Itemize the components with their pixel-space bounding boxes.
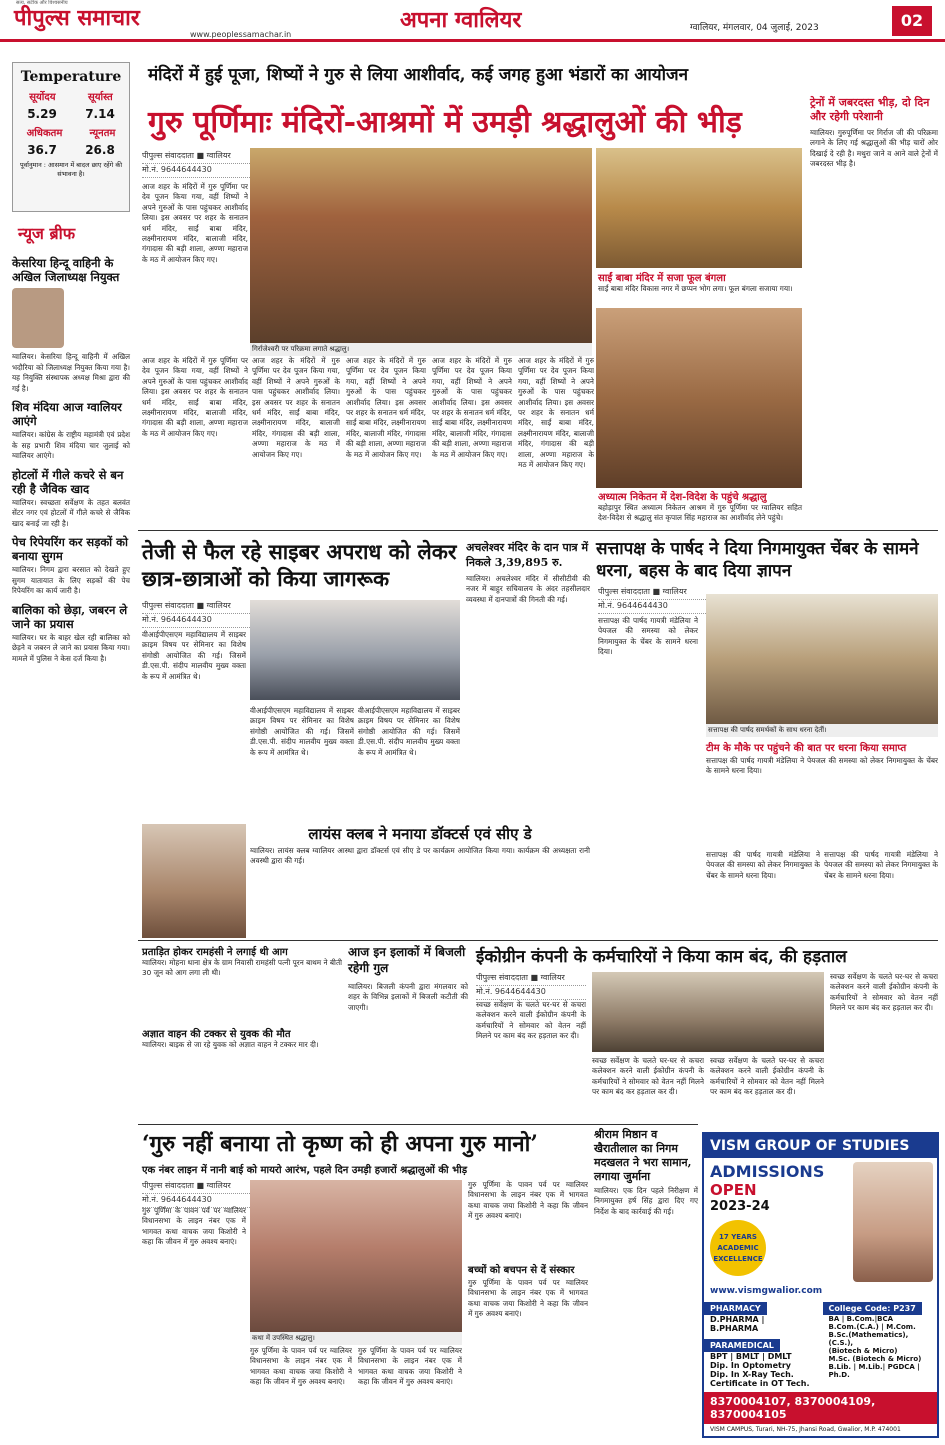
- ad-optometry: Dip. In Optometry: [710, 1361, 791, 1370]
- brief-item: [12, 603, 130, 665]
- krishna-body-col2: गुरु पूर्णिमा के पावन पर्व पर ग्वालियर विधानसभा के लाइन नंबर एक में भागवत कथा वाचक जया किशोरी ने कहा कि जीवन में गुरु अवश्य बनाएं।: [250, 1346, 352, 1387]
- strike-headline[interactable]: ईकोग्रीन कंपनी के कर्मचारियों ने किया काम बंद, की हड़ताल: [476, 947, 847, 967]
- lions-body: ग्वालियर। लायंस क्लब ग्वालियर आस्था द्वारा डॉक्टर्स एवं सीए डे पर कार्यक्रम आयोजित किया गया। कार्यक्रम की अध्यक्षता रानी अवस्थी द्वारा की गई।: [250, 846, 590, 866]
- brief-body: ग्वालियर। मोहना थाना क्षेत्र के ग्राम निवासी रामहंसी पत्नी पूरन बाथम ने बीती 30 जून को आग लगा ली थी।: [142, 958, 342, 978]
- vism-advertisement[interactable]: [702, 1132, 939, 1438]
- news-brief-tag: न्यूज ब्रीफ: [18, 224, 76, 243]
- sriram-body: ग्वालियर। एक दिन पहले निरीक्षण में निगमायुक्त हर्ष सिंह द्वारा दिए गए निर्देश के बाद कार्रवाई की गई।: [594, 1186, 698, 1216]
- max-label: अधिकतम: [26, 128, 63, 139]
- ad-ot: Certificate in OT Tech.: [710, 1379, 810, 1388]
- brief-item: [12, 468, 130, 530]
- power-body: ग्वालियर। बिजली कंपनी द्वारा मंगलवार को शहर के विभिन्न इलाकों में बिजली कटौती की जाएगी।: [348, 982, 468, 1012]
- councillor-headline[interactable]: सत्तापक्ष के पार्षद ने दिया निगमायुक्त चेंबर के सामने धरना, बहस के बाद दिया ज्ञापन: [596, 539, 919, 581]
- councillor-inset-body: सत्तापक्ष की पार्षद गायत्री मंडेलिया ने पेयजल की समस्या को लेकर निगमायुक्त के चेंबर के सामने धरना दिया।: [706, 756, 938, 776]
- divider: [138, 940, 938, 941]
- brief-item: [12, 400, 130, 462]
- brief-headline[interactable]: प्रताड़ित होकर रामहंसी ने लगाई थी आग: [142, 947, 288, 958]
- min-label: न्यूनतम: [89, 128, 116, 139]
- ad-course-line: B.Lib. | M.Lib.| PGDCA | Ph.D.: [828, 1363, 920, 1379]
- strike-mobile: मो.नं. 9644644430: [476, 986, 586, 1000]
- lead-kicker: मंदिरों में हुई पूजा, शिष्यों ने गुरु से लिया आशीर्वाद, कई जगह हुआ भंडारों का आयोजन: [148, 65, 689, 85]
- ad-course-line: B.Sc.(Mathematics), (C.S.),: [828, 1331, 909, 1347]
- ad-xray: Dip. In X-Ray Tech.: [710, 1370, 794, 1379]
- brief-headline[interactable]: शिव मंदिया आज ग्वालियर आएंगे: [12, 400, 122, 428]
- councillor-mobile: मो.नं. 9644644430: [598, 600, 718, 614]
- brief-headline[interactable]: पेच रिपेयरिंग कर सड़कों को बनाया सुगम: [12, 535, 128, 563]
- ad-pharmacy-label: PHARMACY: [704, 1302, 767, 1315]
- divider: [138, 530, 938, 531]
- train-headline[interactable]: ट्रेनों में जबरदस्त भीड़, दो दिन और रहेगी परेशानी: [810, 96, 930, 123]
- brief-headline[interactable]: बालिका को छेड़ा, जबरन ले जाने का प्रयास: [12, 602, 128, 631]
- lead-photo-crowd: [250, 148, 592, 343]
- brief-headline[interactable]: होटलों में गीले कचरे से बन रही है जैविक खाद: [12, 467, 124, 496]
- councillor-inset-head: टीम के मौके पर पहुंचने की बात पर धरना किया समाप्त: [706, 743, 907, 754]
- sai-caption: साईं बाबा मंदिर विकास नगर में छप्पन भोग लगा। फूल बंगला सजाया गया।: [598, 284, 793, 293]
- ad-course-line: (Biotech & Micro): [828, 1347, 898, 1355]
- brief-body: ग्वालियर। कांग्रेस के राष्ट्रीय महामंत्री एवं प्रदेश के सह प्रभारी शिव मंदिया चार जुलाई को ग्वालियर आएंगे।: [12, 430, 130, 460]
- sriram-headline[interactable]: श्रीराम मिष्ठान व खैरातीलाल का निगम मदखलत ने भरा सामान, लगाया जुर्माना: [594, 1128, 692, 1183]
- donation-headline[interactable]: अचलेश्वर मंदिर के दान पात्र में निकले 3,39,895 रु.: [466, 541, 589, 569]
- krishna-body-col3: गुरु पूर्णिमा के पावन पर्व पर ग्वालियर विधानसभा के लाइन नंबर एक में भागवत कथा वाचक जया किशोरी ने कहा कि जीवन में गुरु अवश्य बनाएं।: [358, 1346, 462, 1387]
- children-headline[interactable]: बच्चों को बचपन से दें संस्कार: [468, 1265, 575, 1276]
- krishna-byline-block: [142, 1180, 254, 1208]
- sai-caption-head: साईं बाबा मंदिर में सजा फूल बंगला: [598, 273, 726, 284]
- brand-logo: पीपुल्स समाचार: [14, 5, 140, 31]
- sunset-value: 7.14: [85, 107, 115, 121]
- lead-byline-block: [142, 150, 254, 178]
- strike-byline: पीपुल्स संवाददाता ■ ग्वालियर: [476, 972, 586, 986]
- forecast-note: पूर्वानुमान : आसमान में बादल छाए रहेंगे की संभावना है।: [19, 161, 123, 178]
- ad-open: OPEN: [710, 1181, 757, 1199]
- ad-course-line: B.Com.(C.A.) | M.Com.: [828, 1323, 916, 1331]
- avatar: [12, 288, 64, 348]
- krishna-body-col1: गुरु पूर्णिमा के पावन पर्व पर ग्वालियर विधानसभा के लाइन नंबर एक में भागवत कथा वाचक जया किशोरी ने कहा कि जीवन में गुरु अवश्य बनाएं।: [142, 1206, 246, 1247]
- cyber-byline: पीपुल्स संवाददाता ■ ग्वालियर: [142, 600, 262, 614]
- brief-item: [12, 256, 130, 394]
- ad-para-courses: BPT | BMLT | DMLT: [710, 1352, 792, 1361]
- temperature-box: [12, 62, 130, 212]
- ad-brand: VISM GROUP OF STUDIES: [704, 1134, 937, 1158]
- temperature-title: Temperature: [20, 69, 122, 85]
- site-url[interactable]: www.peoplessamachar.in: [190, 30, 292, 39]
- cyber-mobile: मो.नं. 9644644430: [142, 614, 262, 628]
- councillor-body-col3: सत्तापक्ष की पार्षद गायत्री मंडेलिया ने पेयजल की समस्या को लेकर निगमायुक्त के चेंबर के सामने धरना दिया।: [824, 850, 938, 880]
- strike-body-col1: स्वच्छ सर्वेक्षण के चलते घर-घर से कचरा कलेक्शन करने वाली ईकोग्रीन कंपनी के कर्मचारियों ने सोमवार को वेतन नहीं मिलने पर काम बंद कर हड़ताल कर दी।: [476, 1000, 586, 1041]
- lead-body-col2: आज शहर के मंदिरों में गुरु पूर्णिमा पर देव पूजन किया गया, वहीं शिष्यों ने अपने गुरुओं के पास पहुंचकर आशीर्वाद लिया। इस अवसर पर शहर के सनातन धर्म मंदिर, साईं बाबा मंदिर, लक्ष्मीनारायण मंदिर, बालाजी मंदिर, गंगादास की बड़ी शाला, अण्णा महाराज के मठ में आयोजन किए गए।: [252, 356, 340, 459]
- brief-body: ग्वालियर। केसरिया हिन्दू वाहिनी में अखिल भदौरिया को जिलाध्यक्ष नियुक्त किया गया है। यह नियुक्ति संस्थापक अध्यक्ष मिश्रा द्वारा की गई है।: [12, 352, 130, 393]
- krishna-headline[interactable]: ‘गुरु नहीं बनाया तो कृष्ण को ही अपना गुरु मानो’: [142, 1131, 538, 1157]
- ad-website[interactable]: www.vismgwalior.com: [710, 1286, 823, 1296]
- ad-paramedical-label: PARAMEDICAL: [704, 1339, 780, 1352]
- children-body: गुरु पूर्णिमा के पावन पर्व पर ग्वालियर विधानसभा के लाइन नंबर एक में भागवत कथा वाचक जया किशोरी ने कहा कि जीवन में गुरु अवश्य बनाएं।: [468, 1278, 588, 1319]
- lead-body-col1: आज शहर के मंदिरों में गुरु पूर्णिमा पर देव पूजन किया गया, वहीं शिष्यों ने अपने गुरुओं के पास पहुंचकर आशीर्वाद लिया। इस अवसर पर शहर के सनातन धर्म मंदिर, साईं बाबा मंदिर, लक्ष्मीनारायण मंदिर, बालाजी मंदिर, गंगादास की बड़ी शाला, अण्णा महाराज के मठ में आयोजन किए गए।: [142, 182, 248, 264]
- krishna-byline: पीपुल्स संवाददाता ■ ग्वालियर: [142, 1180, 254, 1194]
- lead-byline: पीपुल्स संवाददाता ■ ग्वालियर: [142, 150, 254, 164]
- lions-headline[interactable]: लायंस क्लब ने मनाया डॉक्टर्स एवं सीए डे: [308, 825, 532, 843]
- ad-course-line: M.Sc. (Biotech & Micro): [828, 1355, 922, 1363]
- brand-tagline: सत्य, सटीक और विश्वसनीय: [16, 0, 68, 6]
- sai-temple-photo: [596, 148, 802, 268]
- brief-body: ग्वालियर। निगम द्वारा बरसात को देखते हुए सुगम यातायात के लिए सड़कों की पेच रिपेयरिंग का कार्य जारी है।: [12, 565, 130, 595]
- krishna-subhead: एक नंबर लाइन में नानी बाई को मायरो आरंभ, पहले दिन उमड़ी हजारों श्रद्धालुओं की भीड़: [142, 1165, 468, 1176]
- ad-phone-numbers[interactable]: 8370004107, 8370004109, 8370004105: [704, 1392, 937, 1424]
- strike-body-col3: स्वच्छ सर्वेक्षण के चलते घर-घर से कचरा कलेक्शन करने वाली ईकोग्रीन कंपनी के कर्मचारियों ने सोमवार को वेतन नहीं मिलने पर काम बंद कर हड़ताल कर दी।: [710, 1056, 824, 1097]
- section-title: अपना ग्वालियर: [400, 7, 522, 33]
- adhyatma-caption-head: अध्यात्म निकेतन में देश-विदेश के पहुंचे श्रद्धालु: [598, 492, 767, 503]
- cyber-body-col3: वीआईपीएसएम महाविद्यालय में साइबर क्राइम विषय पर सेमिनार का विशेष संगोष्ठी आयोजित की गई। जिसमें डी.एस.पी. संदीप मालवीय मुख्य वक्ता के रूप में आमंत्रित थे।: [358, 706, 460, 757]
- councillor-byline-block: [598, 586, 718, 614]
- page-number: 02: [892, 6, 932, 36]
- lead-body-col5: आज शहर के मंदिरों में गुरु पूर्णिमा पर देव पूजन किया गया, वहीं शिष्यों ने अपने गुरुओं के पास पहुंचकर आशीर्वाद लिया। इस अवसर पर शहर के सनातन धर्म मंदिर, साईं बाबा मंदिर, लक्ष्मीनारायण मंदिर, बालाजी मंदिर, गंगादास की बड़ी शाला, अण्णा महाराज के मठ में आयोजन किए गए।: [518, 356, 594, 470]
- news-brief-list: [12, 250, 130, 664]
- min-value: 26.8: [85, 143, 115, 157]
- brief-item: [12, 535, 130, 597]
- sunset-label: सूर्यास्त: [87, 92, 113, 103]
- ad-excellence-badge: 17 YEARS ACADEMIC EXCELLENCE: [710, 1220, 766, 1276]
- krishna-mobile: मो.नं. 9644644430: [142, 1194, 254, 1208]
- adhyatma-photo: [596, 308, 802, 488]
- ad-admissions: ADMISSIONS: [710, 1162, 825, 1181]
- councillor-byline: पीपुल्स संवाददाता ■ ग्वालियर: [598, 586, 718, 600]
- krishna-photo: [250, 1180, 462, 1332]
- adhyatma-caption: बहोड़ापुर स्थित अध्यात्म निकेतन आश्रम में गुरु पूर्णिमा पर ग्वालियर सहित देश-विदेश से श्रद्धालु संत कृपाल सिंह महाराज का आशीर्वाद लेने पहुंचे।: [598, 503, 802, 523]
- cyber-photo: [250, 600, 460, 700]
- mid-briefs: [142, 944, 342, 1104]
- brief-body: ग्वालियर। स्वच्छता सर्वेक्षण के तहत बलवंत सेंटर नगर एवं होटलों में गीले कचरे से जैविक खाद बनाई जा रही है।: [12, 497, 130, 528]
- councillor-body-col2: सत्तापक्ष की पार्षद गायत्री मंडेलिया ने पेयजल की समस्या को लेकर निगमायुक्त के चेंबर के सामने धरना दिया।: [706, 850, 820, 880]
- ad-student-photo: [853, 1162, 933, 1282]
- krishna-photo-caption: कथा में उपस्थित श्रद्धालु।: [250, 1332, 462, 1345]
- train-body: ग्वालियर। गुरुपूर्णिमा पर गिर्राज जी की परिक्रमा लगाने के लिए गई श्रद्धालुओं की भीड़ चारों ओर दिखाई दे रही है। मथुरा जाने व आने वाले ट्रेनों में जबरदस्त भीड़ है।: [810, 128, 938, 169]
- brief-body: ग्वालियर। बाइक से जा रहे युवक को अज्ञात वाहन ने टक्कर मार दी।: [142, 1040, 319, 1049]
- lead-headline[interactable]: गुरु पूर्णिमाः मंदिरों-आश्रमों में उमड़ी श्रद्धालुओं की भीड़: [148, 105, 742, 140]
- strike-byline-block: [476, 972, 586, 1000]
- sunrise-value: 5.29: [27, 107, 57, 121]
- councillor-body-col1: सत्तापक्ष की पार्षद गायत्री मंडेलिया ने पेयजल की समस्या को लेकर निगमायुक्त के चेंबर के सामने धरना दिया।: [598, 616, 698, 657]
- ad-pharmacy-courses: D.PHARMA | B.PHARMA: [710, 1315, 765, 1333]
- strike-body-col2: स्वच्छ सर्वेक्षण के चलते घर-घर से कचरा कलेक्शन करने वाली ईकोग्रीन कंपनी के कर्मचारियों ने सोमवार को वेतन नहीं मिलने पर काम बंद कर हड़ताल कर दी।: [592, 1056, 704, 1097]
- donation-body: ग्वालियर। अचलेश्वर मंदिर में सीसीटीवी की नजर में बाहुर सचिवालय के अंदर तहसीलदार व्यवस्था में दानपात्रों की गिनती की गई।: [466, 574, 590, 604]
- lead-mobile: मो.नं. 9644644430: [142, 164, 254, 178]
- lead-body-col1b: आज शहर के मंदिरों में गुरु पूर्णिमा पर देव पूजन किया गया, वहीं शिष्यों ने अपने गुरुओं के पास पहुंचकर आशीर्वाद लिया। इस अवसर पर शहर के सनातन धर्म मंदिर, साईं बाबा मंदिर, लक्ष्मीनारायण मंदिर, बालाजी मंदिर, गंगादास की बड़ी शाला, अण्णा महाराज के मठ में आयोजन किए गए।: [142, 356, 248, 438]
- brief-headline[interactable]: केसरिया हिन्दू वाहिनी के अखिल जिलाध्यक्ष नियुक्त: [12, 256, 120, 284]
- lions-photo: [142, 824, 246, 938]
- lead-photo-caption: गिर्राजेश्वरी पर परिक्रमा लगाते श्रद्धालु।: [250, 343, 592, 356]
- cyber-body-col2: वीआईपीएसएम महाविद्यालय में साइबर क्राइम विषय पर सेमिनार का विशेष संगोष्ठी आयोजित की गई। जिसमें डी.एस.पी. संदीप मालवीय मुख्य वक्ता के रूप में आमंत्रित थे।: [250, 706, 354, 757]
- cyber-body-col1: वीआईपीएसएम महाविद्यालय में साइबर क्राइम विषय पर सेमिनार का विशेष संगोष्ठी आयोजित की गई। जिसमें डी.एस.पी. संदीप मालवीय मुख्य वक्ता के रूप में आमंत्रित थे।: [142, 630, 246, 681]
- ad-course-line: BA | B.Com.|BCA: [828, 1315, 894, 1323]
- ad-year: 2023-24: [710, 1199, 770, 1214]
- krishna-body-col4: गुरु पूर्णिमा के पावन पर्व पर ग्वालियर विधानसभा के लाइन नंबर एक में भागवत कथा वाचक जया किशोरी ने कहा कि जीवन में गुरु अवश्य बनाएं।: [468, 1180, 588, 1221]
- max-value: 36.7: [27, 143, 57, 157]
- dateline: ग्वालियर, मंगलवार, 04 जुलाई, 2023: [690, 23, 819, 33]
- power-headline[interactable]: आज इन इलाकों में बिजली रहेगी गुल: [348, 945, 466, 975]
- ad-college-code: College Code: P237: [823, 1302, 922, 1315]
- sunrise-label: सूर्योदय: [29, 92, 56, 103]
- brief-body: ग्वालियर। घर के बाहर खेल रही बालिका को छेड़ने व जबरन ले जाने का प्रयास किया गया। मामले में पुलिस ने केस दर्ज किया है।: [12, 632, 130, 663]
- brief-headline[interactable]: अज्ञात वाहन की टक्कर से युवक की मौत: [142, 1029, 291, 1040]
- lead-body-col3: आज शहर के मंदिरों में गुरु पूर्णिमा पर देव पूजन किया गया, वहीं शिष्यों ने अपने गुरुओं के पास पहुंचकर आशीर्वाद लिया। इस अवसर पर शहर के सनातन धर्म मंदिर, साईं बाबा मंदिर, लक्ष्मीनारायण मंदिर, बालाजी मंदिर, गंगादास की बड़ी शाला, अण्णा महाराज के मठ में आयोजन किए गए।: [346, 356, 426, 459]
- councillor-photo-caption: सत्तापक्ष की पार्षद समर्थकों के साथ धरना देतीं।: [706, 724, 938, 737]
- cyber-byline-block: [142, 600, 262, 628]
- ad-address: VISM CAMPUS, Turari, NH-75, Jhansi Road, Gwalior, M.P. 474001: [710, 1426, 901, 1433]
- strike-body-col4: स्वच्छ सर्वेक्षण के चलते घर-घर से कचरा कलेक्शन करने वाली ईकोग्रीन कंपनी के कर्मचारियों ने सोमवार को वेतन नहीं मिलने पर काम बंद कर हड़ताल कर दी।: [830, 972, 938, 1013]
- councillor-photo: [706, 594, 938, 724]
- divider: [138, 1124, 698, 1125]
- cyber-headline[interactable]: तेजी से फैल रहे साइबर अपराध को लेकर छात्र-छात्राओं को किया जागरूक: [142, 539, 457, 591]
- lead-body-col4: आज शहर के मंदिरों में गुरु पूर्णिमा पर देव पूजन किया गया, वहीं शिष्यों ने अपने गुरुओं के पास पहुंचकर आशीर्वाद लिया। इस अवसर पर शहर के सनातन धर्म मंदिर, साईं बाबा मंदिर, लक्ष्मीनारायण मंदिर, बालाजी मंदिर, गंगादास की बड़ी शाला, अण्णा महाराज के मठ में आयोजन किए गए।: [432, 356, 512, 459]
- strike-photo: [592, 972, 824, 1052]
